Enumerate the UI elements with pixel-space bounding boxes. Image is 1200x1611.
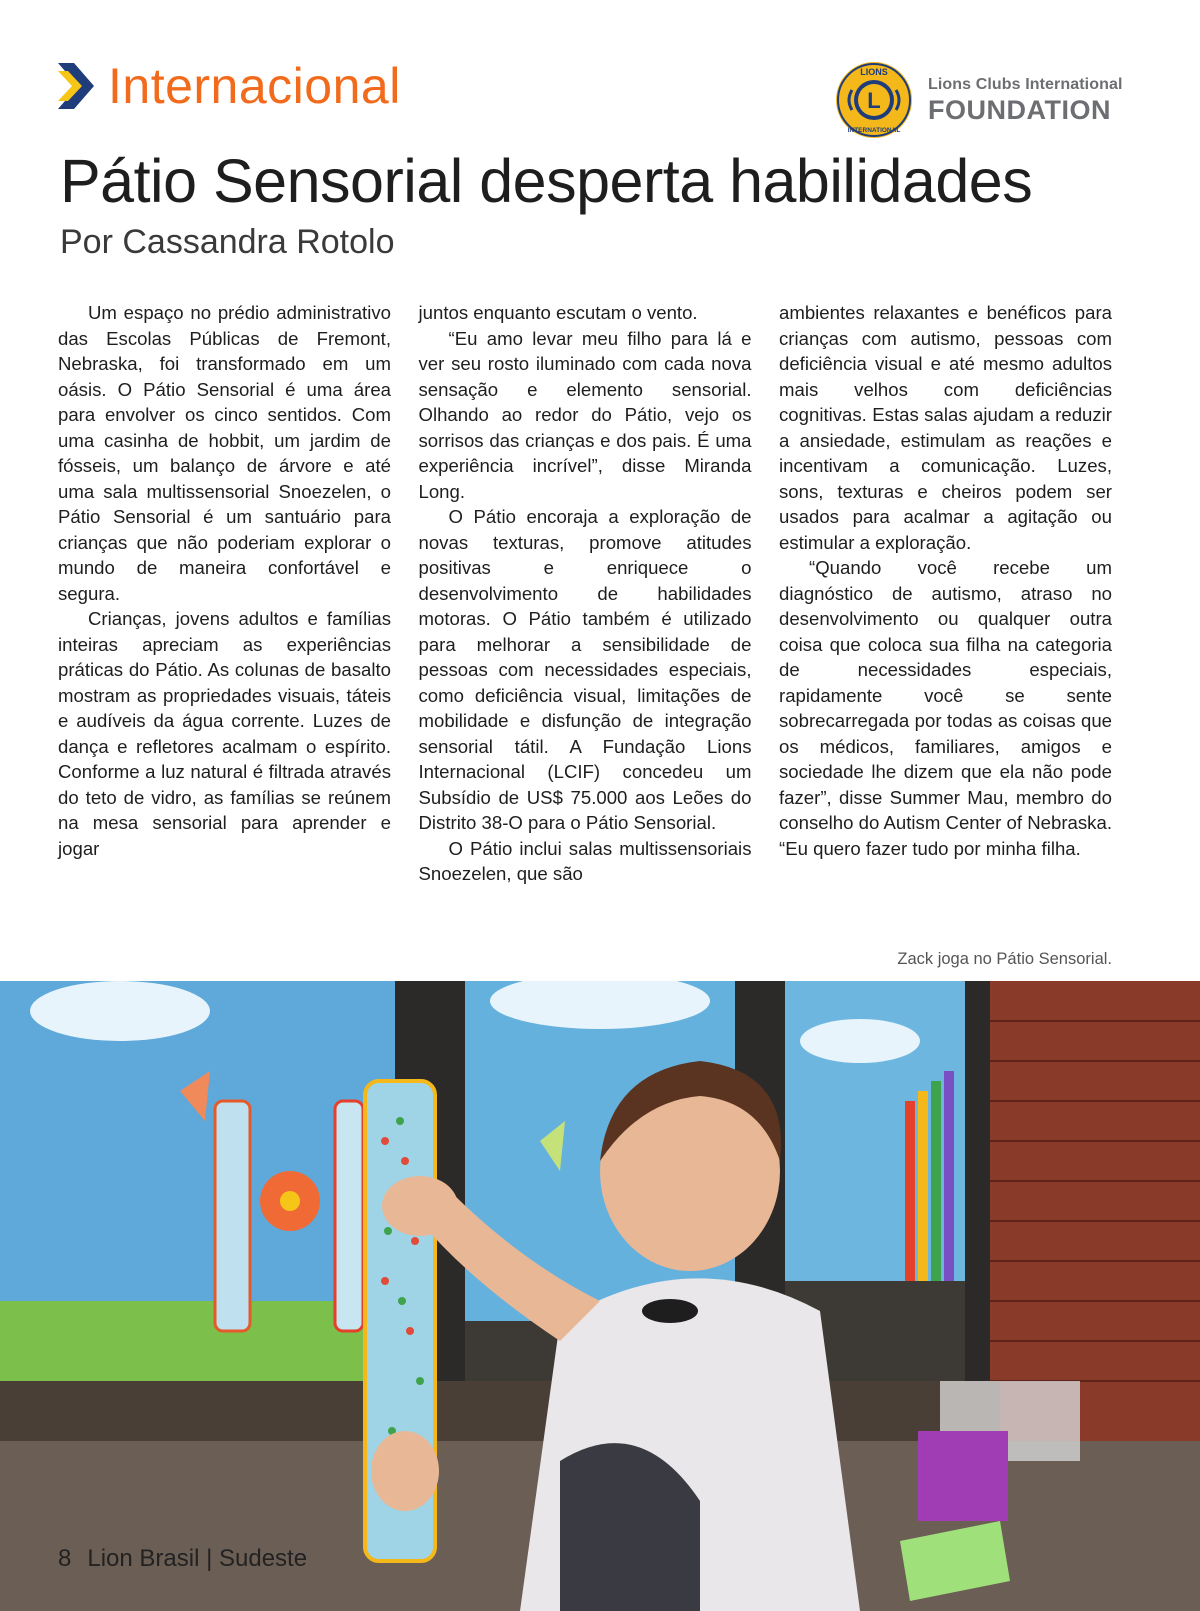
- lions-seal-icon: [834, 60, 914, 140]
- publication-name: Lion Brasil | Sudeste: [87, 1545, 308, 1572]
- seal-bottom-text: INTERNATIONAL: [847, 127, 901, 134]
- logo-text: [928, 77, 1123, 124]
- page-number: 8: [58, 1545, 72, 1572]
- paragraph: O Pátio inclui salas multissensoriais Snoezelen, que são: [418, 837, 752, 884]
- paragraph: Um espaço no prédio administrativo das Escolas Públicas de Fremont, Nebraska, foi transformado em um oásis. O Pátio Sensorial é uma área para envolver os cinco sentidos. Com uma casinha de hobbit, um jardim de fósseis, um balanço de árvore e até uma sala multissensorial Snoezelen, o Pátio Sensorial é um santuário para crianças que não poderiam explorar o mundo de maneira confortável e segura.: [58, 302, 391, 604]
- seal-top-text: LIONS: [860, 67, 888, 77]
- logo-line2: FOUNDATION: [928, 94, 1111, 125]
- article-column-3: [779, 300, 1112, 887]
- paragraph: “Eu amo levar meu filho para lá e ver seu rosto iluminado com cada nova sensação e elemento sensorial. Olhando ao redor do Pátio, vejo os sorrisos das crianças e dos pais. É uma experiência incrível”, disse Miranda Long.: [418, 327, 752, 502]
- paragraph: juntos enquanto escutam o vento.: [418, 302, 698, 323]
- lcif-logo: [834, 58, 1123, 142]
- logo-line1: Lions Clubs International: [928, 75, 1123, 93]
- photo-caption: Zack joga no Pátio Sensorial.: [897, 950, 1112, 968]
- article-body: [58, 300, 1112, 887]
- seal-letter: L: [867, 88, 881, 113]
- sensory-patio-photo: [0, 981, 1200, 1611]
- paragraph: O Pátio encoraja a exploração de novas texturas, promove atitudes positivas e enriquece o desenvolvimento de habilidades motoras. O Pátio também é utilizado para melhorar a sensibilidade de pessoas com necessidades especiais, como deficiência visual, limitações de mobilidade e disfunção de integração sensorial tátil. A Fundação Lions Internacional (LCIF) concedeu um Subsídio de US$ 75.000 aos Leões do Distrito 38-O para o Pátio Sensorial.: [418, 506, 752, 833]
- article-column-2: [419, 300, 752, 887]
- paragraph: “Quando você recebe um diagnóstico de autismo, atraso no desenvolvimento ou qualquer outra coisa que coloca sua filha na categoria de necessidades especiais, rapidamente você se sente sobrecarregada por todas as coisas que os médicos, familiares, amigos e sociedade lhe dizem que ela não pode fazer”, disse Summer Mau, membro do conselho do Autism Center of Nebraska. “Eu quero fazer tudo por minha filha.: [779, 557, 1112, 859]
- section-header: [58, 56, 401, 116]
- paragraph: Crianças, jovens adultos e famílias inteiras apreciam as experiências práticas do Pátio. As colunas de basalto mostram as propriedades visuais, táteis e audíveis da água corrente. Luzes de dança e refletores acalmam o espírito. Conforme a luz natural é filtrada através do teto de vidro, as famílias se reúnem na mesa sensorial para aprender e jogar: [58, 608, 391, 859]
- page-footer: [58, 1545, 307, 1573]
- section-title: Internacional: [108, 58, 401, 114]
- article-column-1: [58, 300, 391, 887]
- article-byline: Por Cassandra Rotolo: [60, 223, 395, 261]
- article-headline: Pátio Sensorial desperta habilidades: [60, 147, 1033, 215]
- chevron-right-icon: [58, 63, 98, 109]
- paragraph: ambientes relaxantes e benéficos para crianças com autismo, pessoas com deficiência visual e até mesmo adultos mais velhos com deficiências cognitivas. Estas salas ajudam a reduzir a ansiedade, estimulam as reações e incentivam a comunicação. Luzes, sons, texturas e cheiros podem ser usados para acalmar a agitação ou estimular a exploração.: [779, 302, 1112, 553]
